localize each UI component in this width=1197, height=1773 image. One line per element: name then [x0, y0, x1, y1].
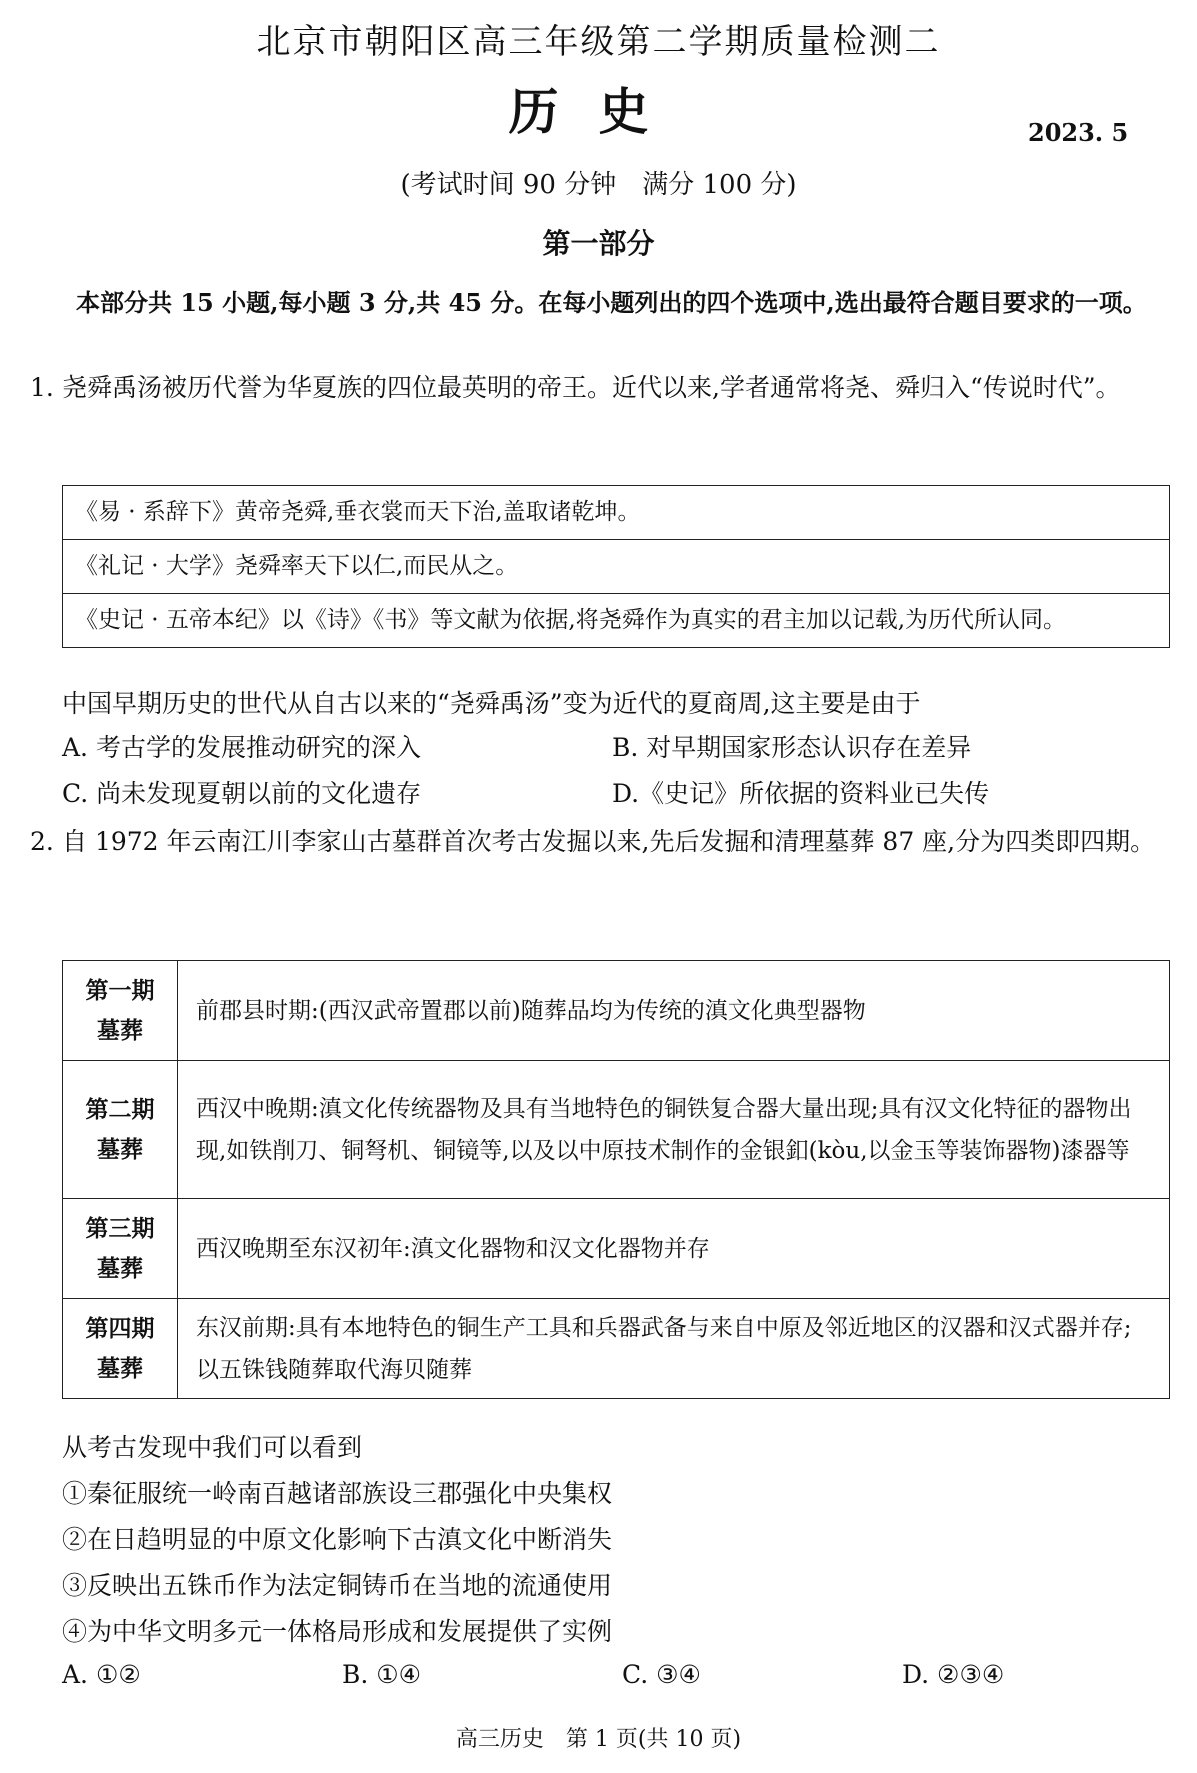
- period-label: 墓葬: [97, 1254, 143, 1282]
- period-label: 第四期: [85, 1314, 155, 1342]
- statement-2: ②在日趋明显的中原文化影响下古滇文化中断消失: [62, 1525, 613, 1554]
- part-title: 第一部分: [542, 227, 655, 260]
- period-cell: [63, 961, 178, 1061]
- option-c[interactable]: C. 尚未发现夏朝以前的文化遗存: [62, 779, 422, 808]
- tomb-row: [63, 1199, 1170, 1299]
- period-label: 墓葬: [97, 1354, 143, 1382]
- period-label: 墓葬: [97, 1016, 143, 1044]
- tomb-row: [63, 1061, 1170, 1199]
- exam-date: 2023. 5: [1028, 118, 1129, 147]
- option-b[interactable]: B. 对早期国家形态认识存在差异: [612, 733, 972, 762]
- source-row: [63, 540, 1170, 594]
- question-2-tomb-table: [62, 960, 1170, 1399]
- question-1-text: 尧舜禹汤被历代誉为华夏族的四位最英明的帝王。近代以来,学者通常将尧、舜归入“传说时代”。: [62, 373, 1121, 402]
- question-1-number: 1.: [30, 373, 54, 402]
- question-2-stem: [30, 818, 1160, 865]
- tomb-row: [63, 961, 1170, 1061]
- period-label: 墓葬: [97, 1135, 143, 1163]
- period-description: 前郡县时期:(西汉武帝置郡以前)随葬品均为传统的滇文化典型器物: [178, 961, 1170, 1061]
- page-footer: 高三历史 第 1 页(共 10 页): [455, 1727, 742, 1752]
- option-c[interactable]: C. ③④: [622, 1660, 701, 1689]
- source-row: [63, 486, 1170, 540]
- option-a[interactable]: A. ①②: [62, 1660, 141, 1689]
- period-cell: [63, 1299, 178, 1399]
- period-label: 第一期: [85, 976, 155, 1004]
- subject-title: 历史: [508, 82, 689, 141]
- question-1-stem: [30, 364, 1160, 411]
- question-1-prompt: 中国早期历史的世代从自古以来的“尧舜禹汤”变为近代的夏商周,这主要是由于: [62, 689, 921, 718]
- source-row: [63, 594, 1170, 648]
- option-a[interactable]: A. 考古学的发展推动研究的深入: [62, 733, 421, 762]
- period-label: 第二期: [85, 1095, 155, 1123]
- period-description: 西汉中晚期:滇文化传统器物及具有当地特色的铜铁复合器大量出现;具有汉文化特征的器物出现,如铁削刀、铜弩机、铜镜等,以及以中原技术制作的金银釦(kòu,以金玉等装饰器物)漆器等: [178, 1061, 1170, 1199]
- statement-4: ④为中华文明多元一体格局形成和发展提供了实例: [62, 1617, 613, 1646]
- section-instructions: 本部分共 15 小题,每小题 3 分,共 45 分。在每小题列出的四个选项中,选出最符合题目要求的一项。: [76, 288, 1147, 317]
- question-2-prompt: 从考古发现中我们可以看到: [62, 1433, 363, 1462]
- source-cell: 《易 · 系辞下》黄帝尧舜,垂衣裳而天下治,盖取诸乾坤。: [63, 486, 1170, 540]
- option-b[interactable]: B. ①④: [342, 1660, 422, 1689]
- tomb-row: [63, 1299, 1170, 1399]
- option-d[interactable]: D. ②③④: [902, 1660, 1005, 1689]
- option-d[interactable]: D.《史记》所依据的资料业已失传: [612, 779, 990, 808]
- source-cell: 《礼记 · 大学》尧舜率天下以仁,而民从之。: [63, 540, 1170, 594]
- question-1-source-table: [62, 485, 1170, 648]
- period-cell: [63, 1061, 178, 1199]
- period-description: 西汉晚期至东汉初年:滇文化器物和汉文化器物并存: [178, 1199, 1170, 1299]
- source-cell: 《史记 · 五帝本纪》以《诗》《书》等文献为依据,将尧舜作为真实的君主加以记载,为历代所认同。: [63, 594, 1170, 648]
- exam-time-info: (考试时间 90 分钟 满分 100 分): [400, 170, 797, 200]
- period-description: 东汉前期:具有本地特色的铜生产工具和兵器武备与来自中原及邻近地区的汉器和汉式器并存;以五铢钱随葬取代海贝随葬: [178, 1299, 1170, 1399]
- exam-title: 北京市朝阳区高三年级第二学期质量检测二: [256, 22, 941, 62]
- period-label: 第三期: [85, 1214, 155, 1242]
- question-2-text: 自 1972 年云南江川李家山古墓群首次考古发掘以来,先后发掘和清理墓葬 87 座,分为四类即四期。: [62, 827, 1156, 856]
- period-cell: [63, 1199, 178, 1299]
- question-2-number: 2.: [30, 827, 54, 856]
- statement-3: ③反映出五铢币作为法定铜铸币在当地的流通使用: [62, 1571, 613, 1600]
- statement-1: ①秦征服统一岭南百越诸部族设三郡强化中央集权: [62, 1479, 613, 1508]
